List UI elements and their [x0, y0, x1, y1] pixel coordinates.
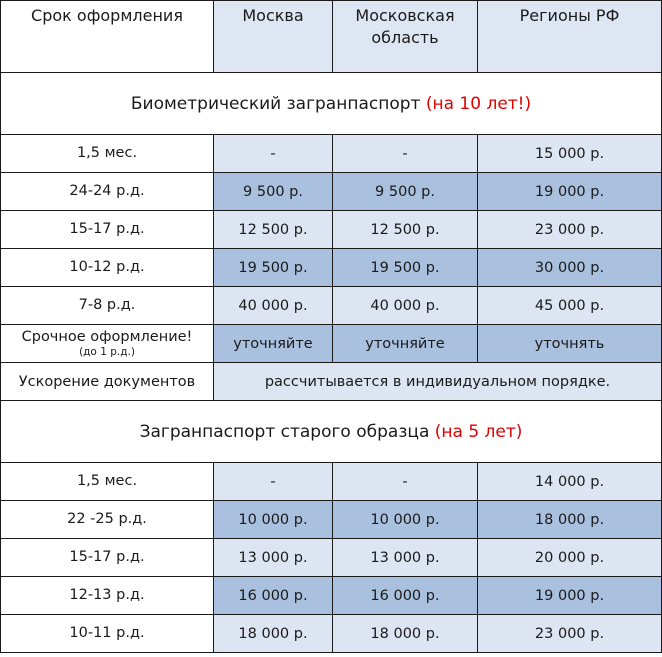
section-title-row: [1, 401, 662, 463]
price-moscow: 40 000 р.: [214, 287, 333, 325]
term-label: 12-13 р.д.: [69, 587, 145, 603]
term-label: 1,5 мес.: [76, 473, 138, 489]
term-label: 24-24 р.д.: [69, 183, 145, 199]
price-moscow: 10 000 р.: [214, 501, 333, 539]
term-cell: [1, 539, 214, 577]
header-moscow-region: Московская область: [333, 1, 478, 73]
header-term: Срок оформления: [1, 1, 214, 73]
header-moscow: Москва: [214, 1, 333, 73]
table-row: [1, 615, 662, 653]
term-cell: [1, 135, 214, 173]
price-moscow: уточняйте: [214, 325, 333, 363]
table-row: [1, 287, 662, 325]
price-regions: 23 000 р.: [478, 211, 662, 249]
price-moscow: 16 000 р.: [214, 577, 333, 615]
table-row: [1, 135, 662, 173]
term-label: 7-8 р.д.: [78, 297, 136, 313]
term-label: 15-17 р.д.: [69, 549, 145, 565]
price-regions: 19 000 р.: [478, 173, 662, 211]
term-label: 10-12 р.д.: [69, 259, 145, 275]
price-moscow-region: 18 000 р.: [333, 615, 478, 653]
price-regions: 19 000 р.: [478, 577, 662, 615]
price-regions: 45 000 р.: [478, 287, 662, 325]
term-cell: [1, 211, 214, 249]
price-moscow-region: 9 500 р.: [333, 173, 478, 211]
price-regions: уточнять: [478, 325, 662, 363]
term-label: 10-11 р.д.: [69, 625, 145, 641]
table-row: [1, 539, 662, 577]
price-moscow-region: уточняйте: [333, 325, 478, 363]
price-moscow-region: 13 000 р.: [333, 539, 478, 577]
table-row: [1, 249, 662, 287]
section-title-highlight: (на 10 лет!): [425, 93, 532, 114]
price-moscow: 18 000 р.: [214, 615, 333, 653]
section-title: [1, 73, 662, 135]
price-regions: 15 000 р.: [478, 135, 662, 173]
term-cell: [1, 173, 214, 211]
price-moscow: -: [214, 135, 333, 173]
header-row: [1, 1, 662, 73]
price-moscow: 19 500 р.: [214, 249, 333, 287]
table-row: [1, 173, 662, 211]
term-label: 22 -25 р.д.: [67, 511, 147, 527]
price-moscow: -: [214, 463, 333, 501]
table-row: [1, 363, 662, 401]
table-row: [1, 325, 662, 363]
price-moscow: 13 000 р.: [214, 539, 333, 577]
price-regions: 18 000 р.: [478, 501, 662, 539]
price-regions: 23 000 р.: [478, 615, 662, 653]
table-row: [1, 211, 662, 249]
price-regions: 30 000 р.: [478, 249, 662, 287]
price-moscow-region: -: [333, 463, 478, 501]
extra-value: рассчитывается в индивидуальном порядке.: [214, 363, 662, 401]
section-title-text: Биометрический загранпаспорт: [130, 93, 421, 114]
price-moscow-region: 12 500 р.: [333, 211, 478, 249]
price-moscow: 12 500 р.: [214, 211, 333, 249]
price-moscow-region: 16 000 р.: [333, 577, 478, 615]
price-regions: 20 000 р.: [478, 539, 662, 577]
extra-label: Ускорение документов: [1, 363, 214, 401]
term-cell: [1, 615, 214, 653]
header-regions: Регионы РФ: [478, 1, 662, 73]
term-sublabel: (до 1 р.д.): [79, 346, 135, 358]
term-cell: [1, 325, 214, 363]
table-row: [1, 501, 662, 539]
section-title: [1, 401, 662, 463]
price-moscow-region: 10 000 р.: [333, 501, 478, 539]
term-cell: [1, 501, 214, 539]
table-row: [1, 463, 662, 501]
term-label: 15-17 р.д.: [69, 221, 145, 237]
price-moscow-region: -: [333, 135, 478, 173]
section-title-highlight: (на 5 лет): [434, 421, 523, 442]
section-title-row: [1, 73, 662, 135]
price-moscow-region: 19 500 р.: [333, 249, 478, 287]
term-cell: [1, 577, 214, 615]
price-moscow: 9 500 р.: [214, 173, 333, 211]
term-label: Срочное оформление!: [21, 329, 193, 345]
price-moscow-region: 40 000 р.: [333, 287, 478, 325]
term-label: 1,5 мес.: [76, 145, 138, 161]
term-cell: [1, 463, 214, 501]
table-row: [1, 577, 662, 615]
term-cell: [1, 287, 214, 325]
term-cell: [1, 249, 214, 287]
section-title-text: Загранпаспорт старого образца: [139, 421, 430, 442]
price-regions: 14 000 р.: [478, 463, 662, 501]
